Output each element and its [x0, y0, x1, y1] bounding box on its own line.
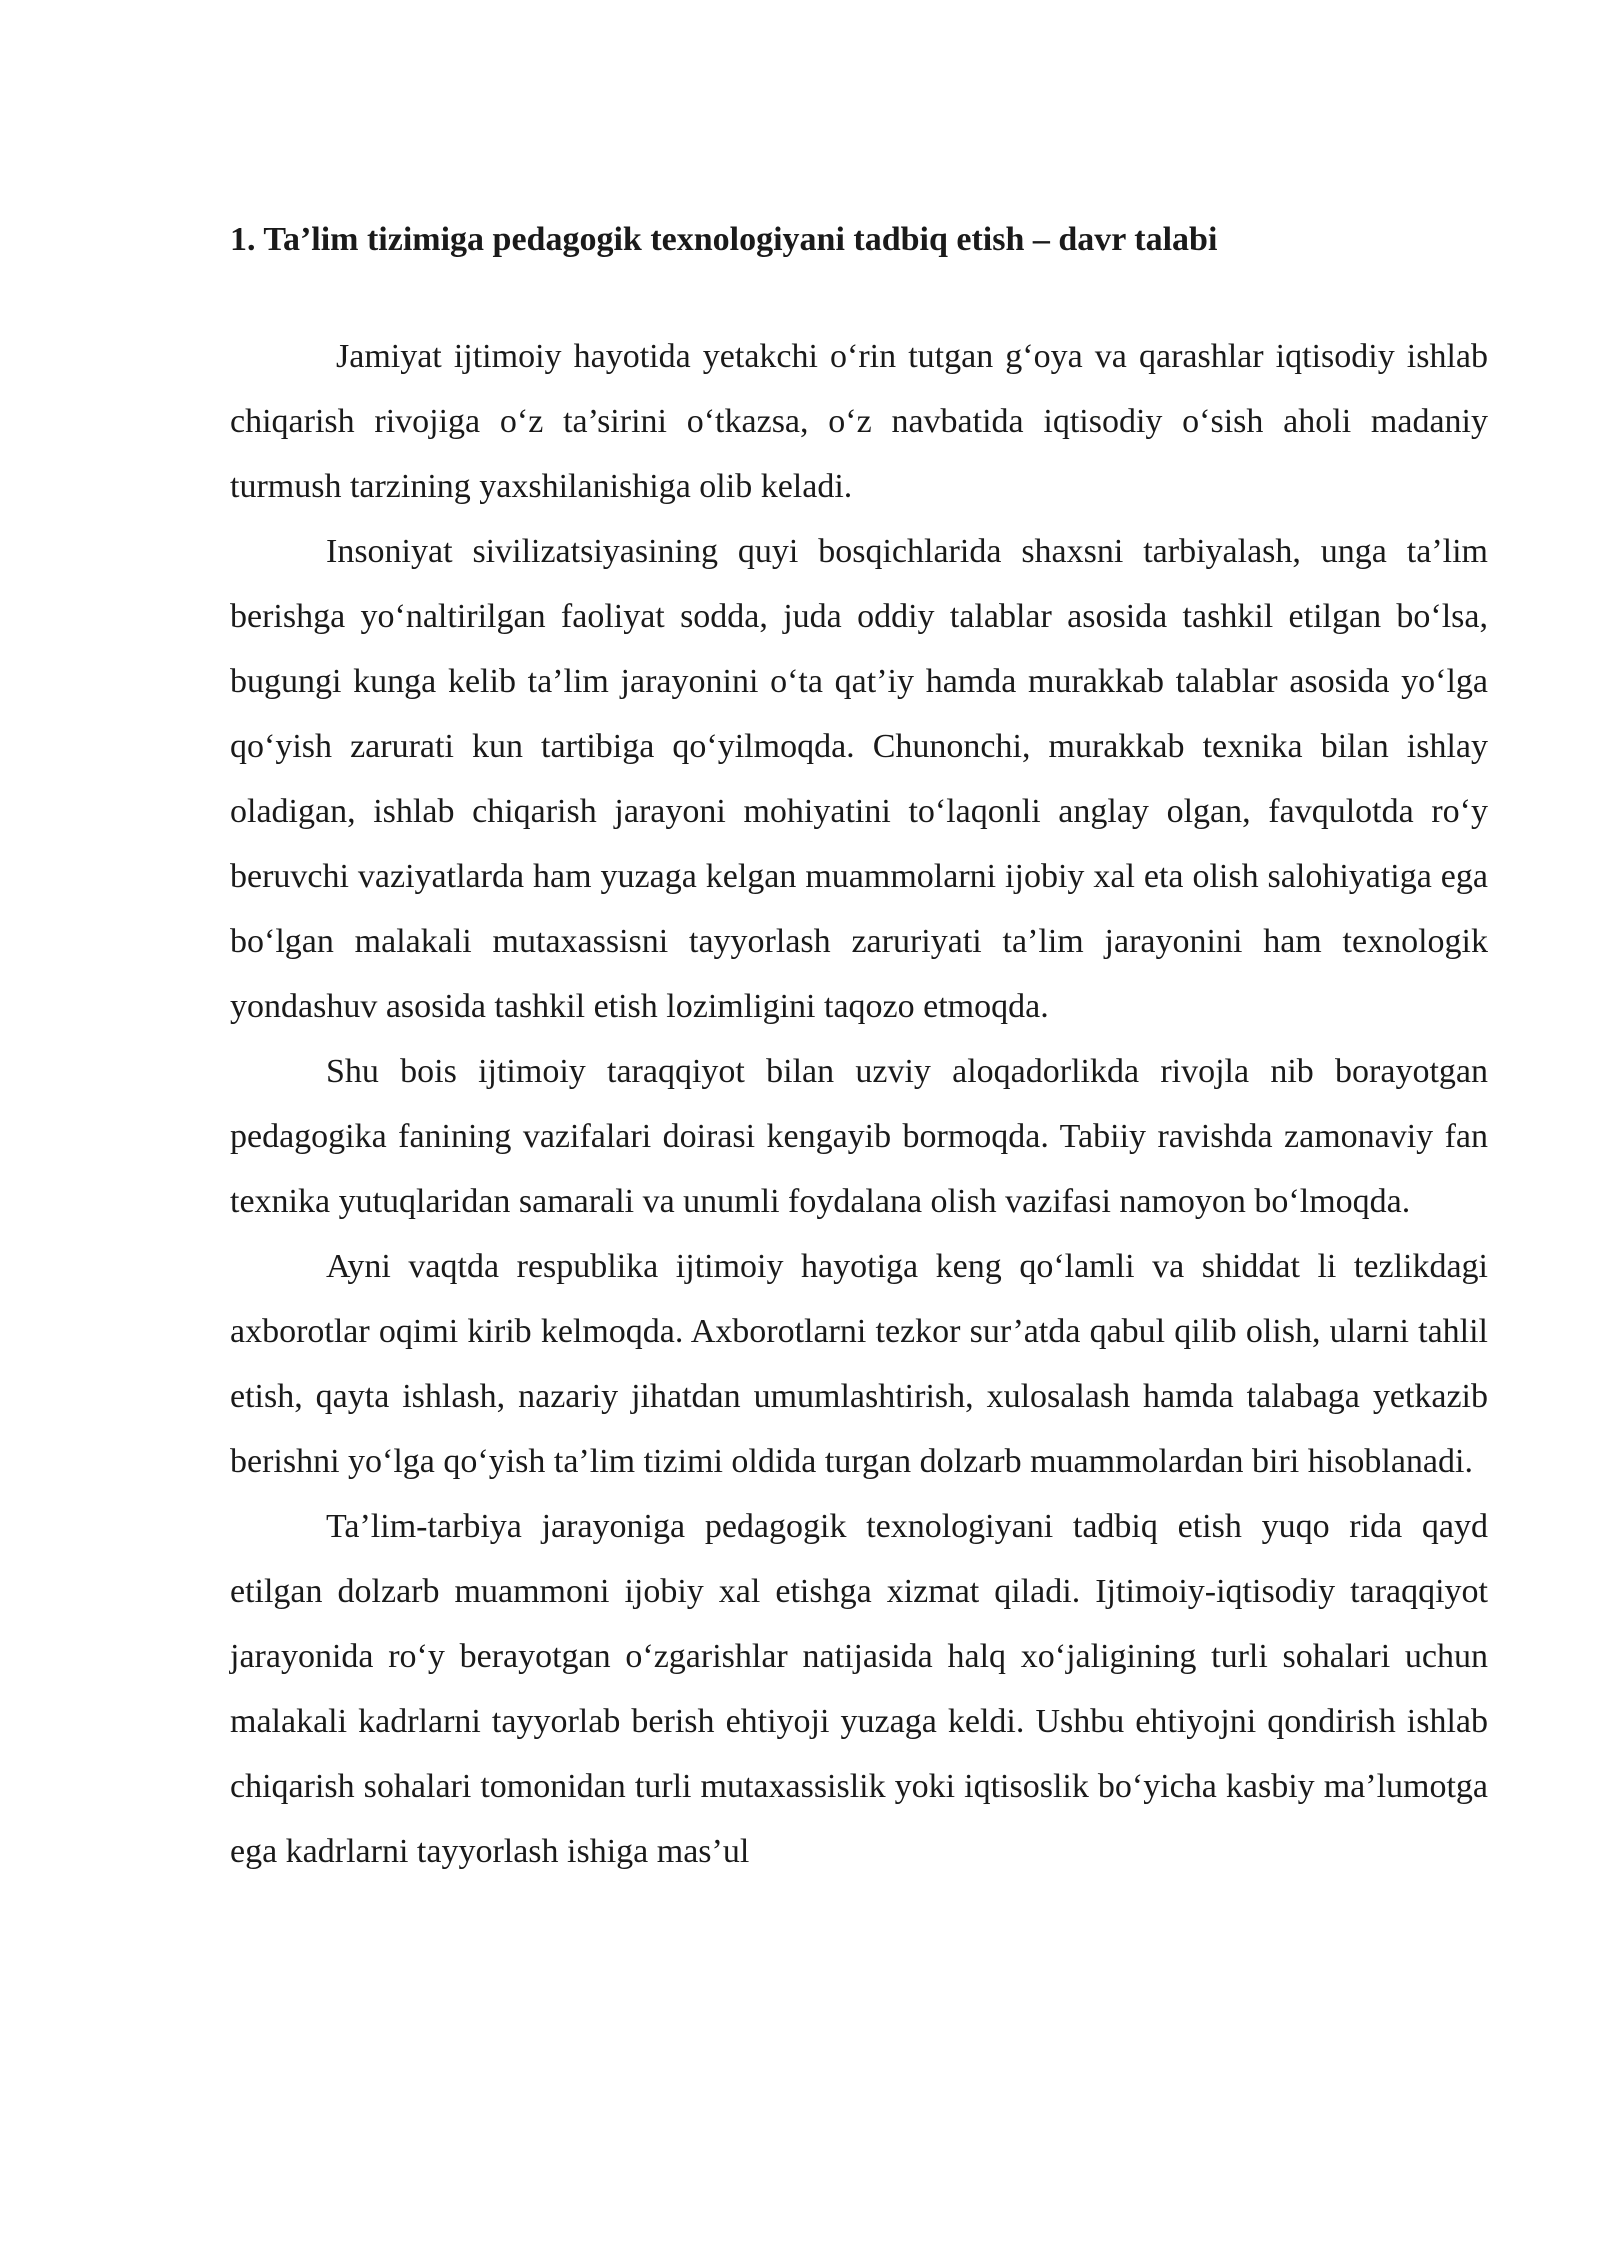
paragraph-1: Jamiyat ijtimoiy hayotida yetakchi o‘rin tutgan g‘oya va qarashlar iqtisodiy ishlab chiqarish rivojiga o‘z ta’sirini o‘tkazsa, o‘z navbatida iqtisodiy o‘sish aholi madaniy turmush tarzining yaxshilanishiga olib keladi.: [230, 338, 1488, 505]
paragraph-2: Insoniyat sivilizatsiyasining quyi bosqichlarida shaxsni tarbiyalash, unga ta’lim berishga yo‘naltirilgan faoliyat sodda, juda oddiy talablar asosida tashkil etilgan bo‘lsa, bugungi kunga kelib ta’lim jarayonini o‘ta qat’iy hamda murakkab talablar asosida yo‘lga qo‘yish zarurati kun tartibiga qo‘yilmoqda. Chunonchi, murakkab texnika bilan ishlay oladigan, ishlab chiqarish jarayoni mohiyatini to‘laqonli anglay olgan, favqulotda ro‘y beruvchi vaziyatlarda ham yuzaga kelgan muammolarni ijobiy xal eta olish salohiyatiga ega bo‘lgan malakali mutaxassisni tayyorlash zaruriyati ta’lim jarayonini ham texnologik yondashuv asosida tashkil etish lozimligini taqozo etmoqda.: [230, 533, 1488, 1025]
document-body: [230, 218, 1488, 1884]
section-heading: 1. Ta’lim tizimiga pedagogik texnologiyani tadbiq etish – davr talabi: [230, 221, 1218, 258]
paragraph-4: Ayni vaqtda respublika ijtimoiy hayotiga keng qo‘lamli va shiddat li tezlikdagi axborotlar oqimi kirib kelmoqda. Axborotlarni tezkor sur’atda qabul qilib olish, ularni tahlil etish, qayta ishlash, nazariy jihatdan umumlashtirish, xulosalash hamda talabaga yetkazib berishni yo‘lga qo‘yish ta’lim tizimi oldida turgan dolzarb muammolardan biri hisoblanadi.: [230, 1248, 1488, 1480]
paragraph-5: Ta’lim-tarbiya jarayoniga pedagogik texnologiyani tadbiq etish yuqo rida qayd etilgan dolzarb muammoni ijobiy xal etishga xizmat qiladi. Ijtimoiy-iqtisodiy taraqqiyot jarayonida ro‘y berayotgan o‘zgarishlar natijasida halq xo‘jaligining turli sohalari uchun malakali kadrlarni tayyorlab berish ehtiyoji yuzaga keldi. Ushbu ehtiyojni qondirish ishlab chiqarish sohalari tomonidan turli mutaxassislik yoki iqtisoslik bo‘yicha kasbiy ma’lumotga ega kadrlarni tayyorlash ishiga mas’ul: [230, 1508, 1488, 1870]
paragraph-3: Shu bois ijtimoiy taraqqiyot bilan uzviy aloqadorlikda rivojla nib borayotgan pedagogika fanining vazifalari doirasi kengayib bormoqda. Tabiiy ravishda zamonaviy fan texnika yutuqlaridan samarali va unumli foydalana olish vazifasi namoyon bo‘lmoqda.: [230, 1053, 1488, 1220]
